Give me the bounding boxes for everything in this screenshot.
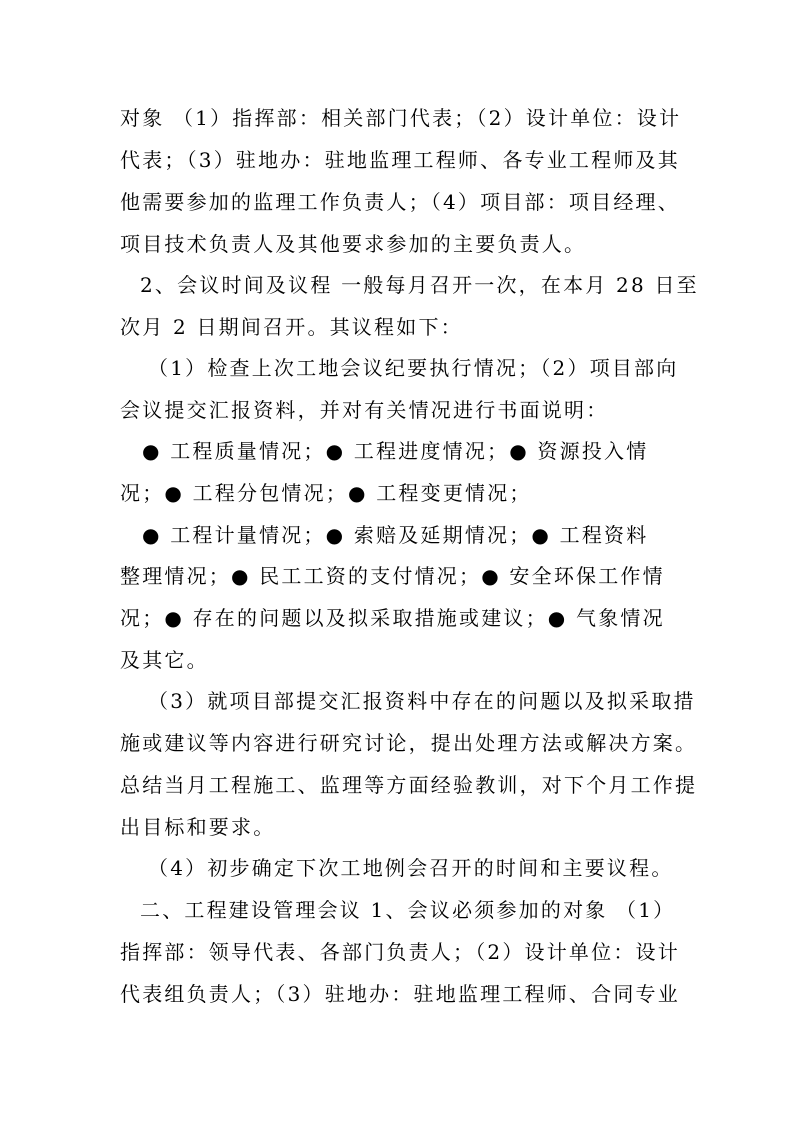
body-text-line: （3）就项目部提交汇报资料中存在的问题以及拟采取措 [148,689,696,713]
body-text-line: 代表；（3）驻地办：驻地监理工程师、各专业工程师及其 [120,148,680,172]
body-text-line: 出目标和要求。 [120,815,276,839]
body-text-line: 对象 （1）指挥部：相关部门代表；（2）设计单位：设计 [120,106,682,130]
bullet-list-line: 整理情况；● 民工工资的支付情况；● 安全环保工作情 [120,564,665,588]
body-text-line: 他需要参加的监理工作负责人；（4）项目部：项目经理、 [120,190,680,214]
bullet-list-line: 况；● 工程分包情况；● 工程变更情况； [120,481,532,505]
section-heading-line: 2、会议时间及议程 一般每月召开一次，在本月 28 日至 [140,273,699,297]
bullet-list-line: ● 工程质量情况；● 工程进度情况；● 资源投入情 [142,439,649,463]
body-text-line: （4）初步确定下次工地例会召开的时间和主要议程。 [148,856,674,880]
bullet-list-line: ● 工程计量情况；● 索赔及延期情况；● 工程资料 [142,523,649,547]
body-text-line: 施或建议等内容进行研究讨论，提出处理方法或解决方案。 [120,731,698,755]
body-text-line: 会议提交汇报资料，并对有关情况进行书面说明： [120,398,609,422]
body-text-line: 总结当月工程施工、监理等方面经验教训，对下个月工作提 [120,773,698,797]
body-text-line: （1）检查上次工地会议纪要执行情况；（2）项目部向 [148,356,679,380]
section-heading-line: 二、工程建设管理会议 1、会议必须参加的对象 （1） [140,898,676,922]
body-text-line: 项目技术负责人及其他要求参加的主要负责人。 [120,232,587,256]
body-text-line: 指挥部：领导代表、各部门负责人；（2）设计单位：设计 [120,940,680,964]
body-text-line: 代表组负责人；（3）驻地办：驻地监理工程师、合同专业 [120,982,680,1006]
bullet-list-line: 及其它。 [120,648,209,672]
body-text-line: 次月 2 日期间召开。其议程如下： [120,315,463,339]
bullet-list-line: 况；● 存在的问题以及拟采取措施或建议；● 气象情况 [120,606,665,630]
